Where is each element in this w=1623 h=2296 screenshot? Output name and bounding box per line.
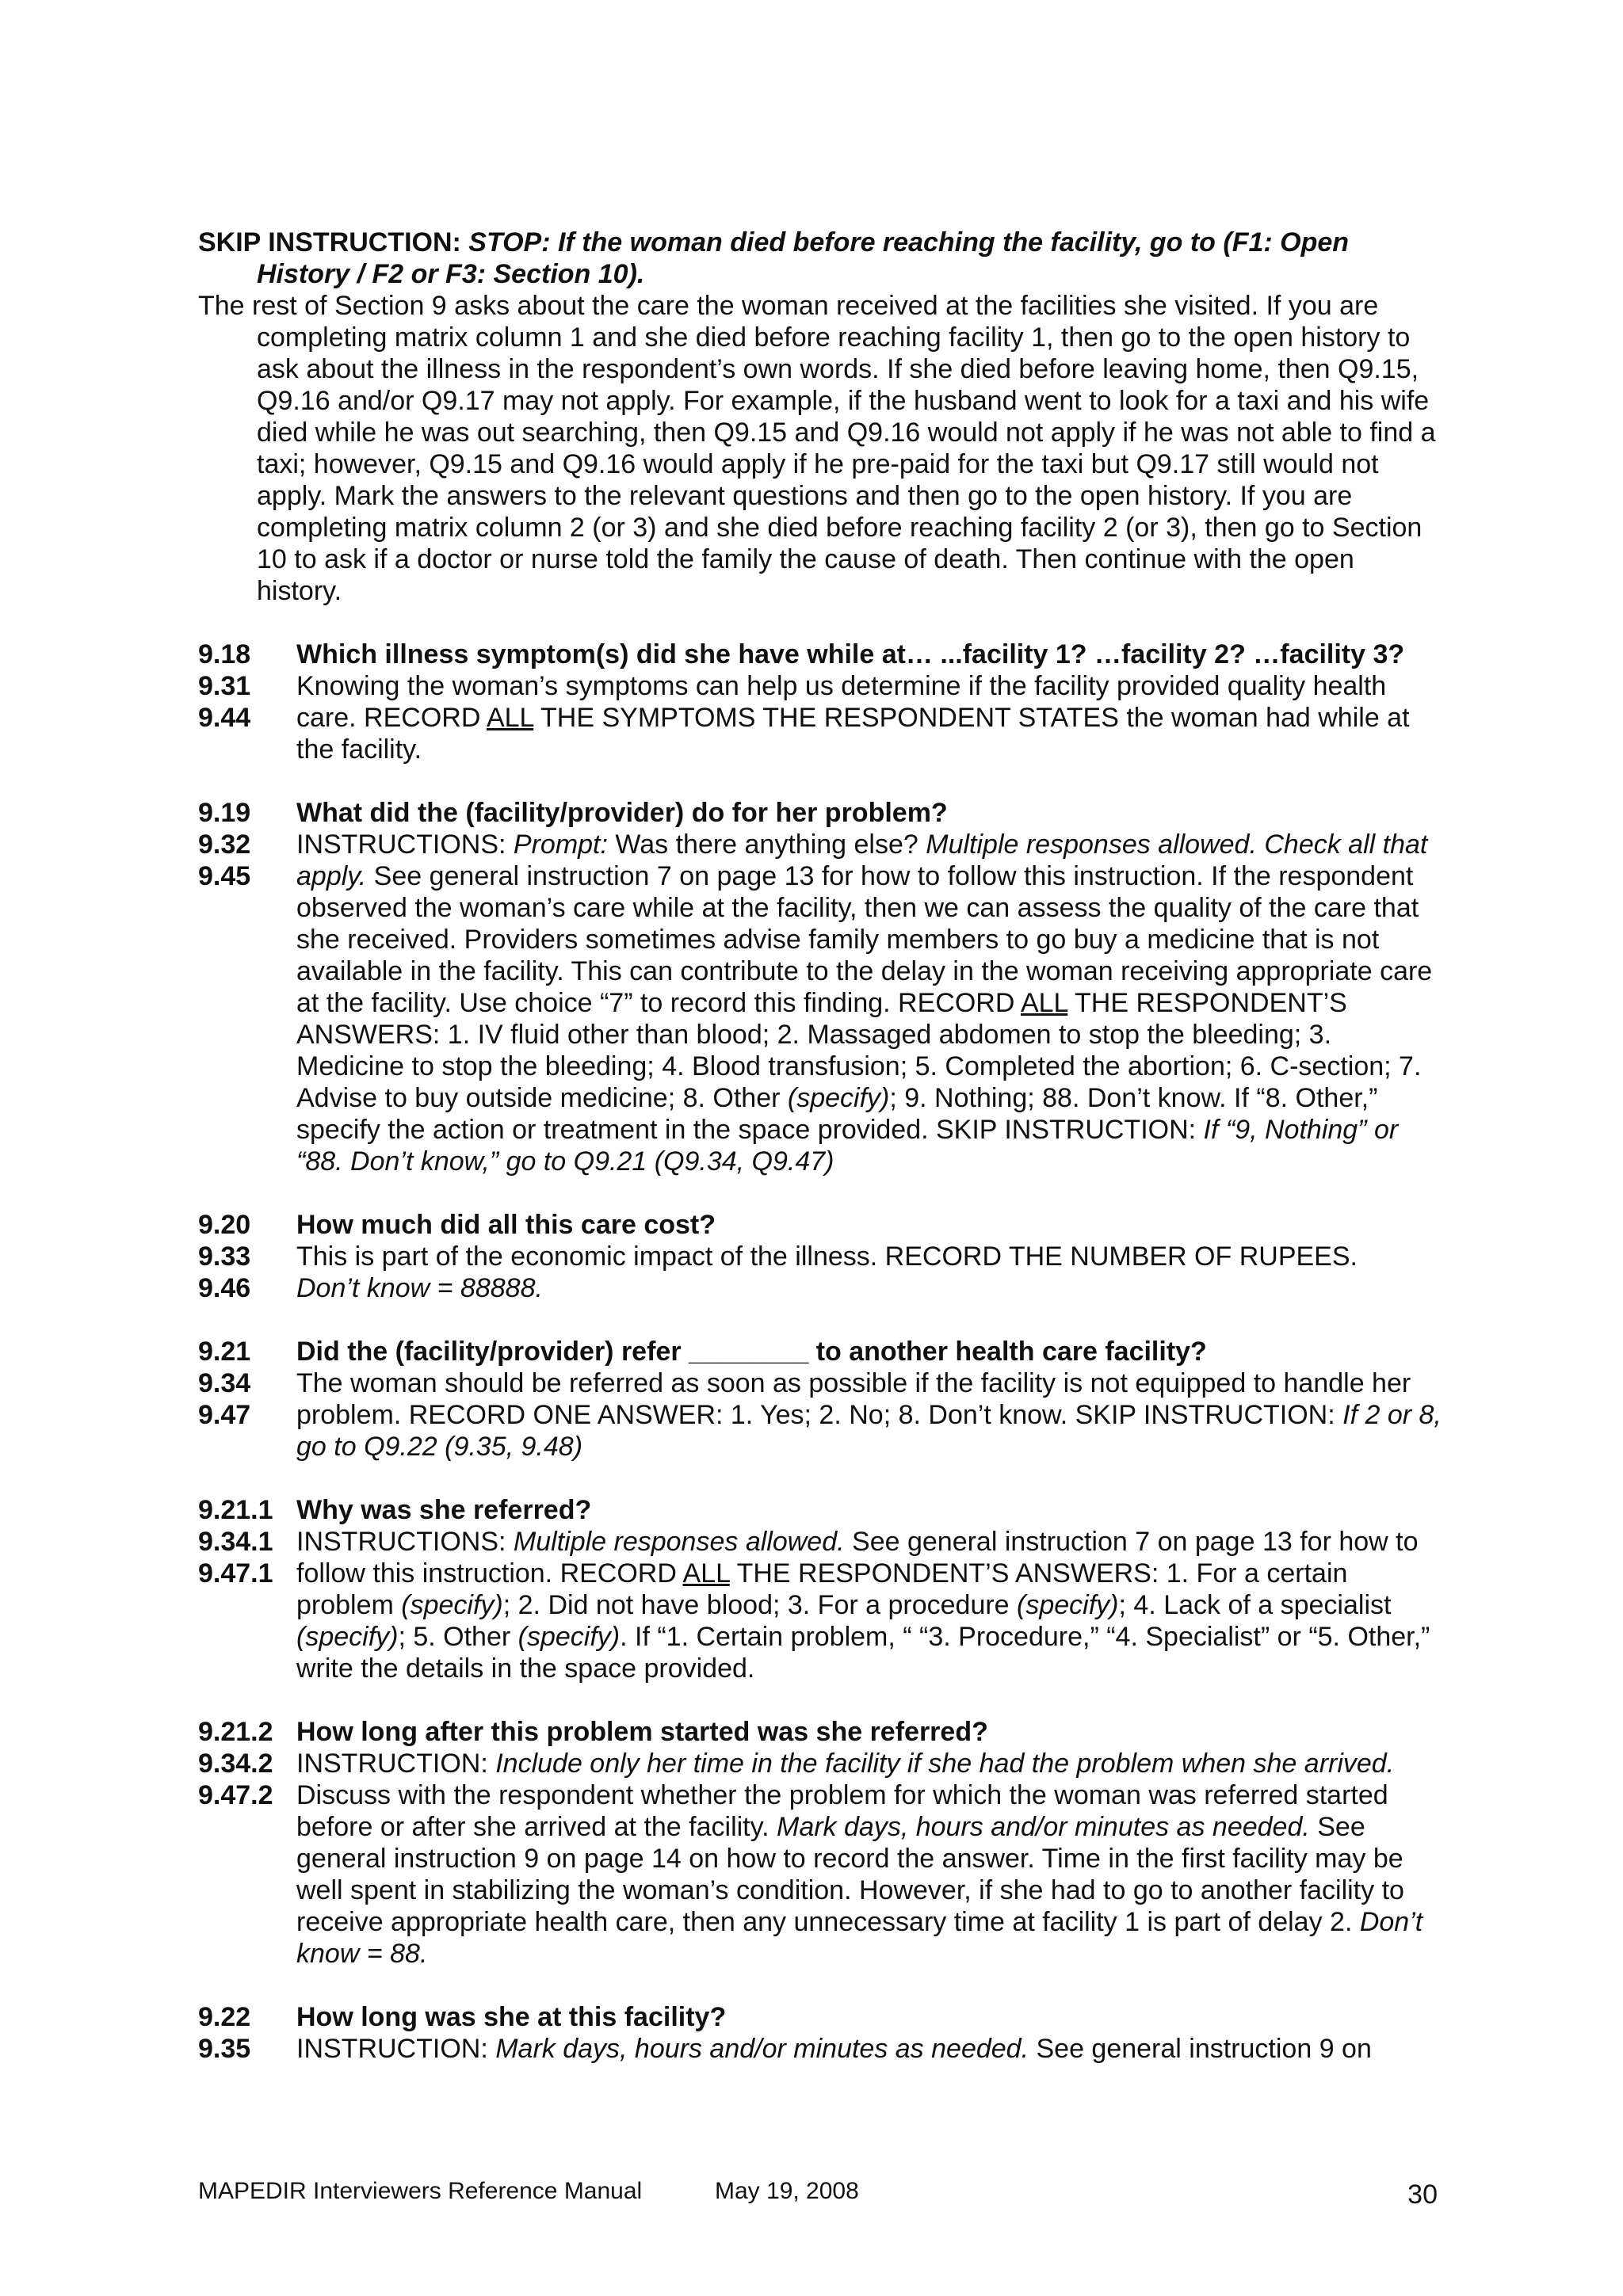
question-number: 9.34.1 <box>198 1527 273 1557</box>
footer-document-title: MAPEDIR Interviewers Reference Manual <box>198 2178 643 2204</box>
question-body <box>296 1716 1442 1970</box>
question-text: Why was she referred? <box>296 1495 592 1525</box>
question-number: 9.21.2 <box>198 1717 273 1747</box>
question-number: 9.21 <box>198 1337 251 1367</box>
question-number: 9.44 <box>198 703 251 733</box>
question-body <box>296 1209 1442 1304</box>
question-number: 9.34 <box>198 1368 251 1398</box>
question-guidance: INSTRUCTION: Mark days, hours and/or minutes as needed. See general instruction 9 on <box>296 2034 1372 2064</box>
question-text: How long was she at this facility? <box>296 2002 727 2032</box>
question-number: 9.18 <box>198 639 251 669</box>
question-numbers <box>198 639 296 765</box>
question-numbers <box>198 797 296 1177</box>
question-9-20 <box>198 1209 1442 1304</box>
question-numbers <box>198 1716 296 1970</box>
question-text: Did the (facility/provider) refer ________ to another health care facility? <box>296 1337 1207 1367</box>
question-body <box>296 1336 1442 1463</box>
question-text: How much did all this care cost? <box>296 1210 716 1240</box>
question-text: Which illness symptom(s) did she have while at… ...facility 1? …facility 2? …facility 3? <box>296 639 1405 669</box>
question-guidance: INSTRUCTION: Include only her time in the facility if she had the problem when she arrived. Discuss with the respondent whether the problem for which the woman was referred started before or after she arrived at the facility. Mark days, hours and/or minutes as needed. See general instruction 9 on page 14 on how to record the answer. Time in the first facility may be well spent in stabilizing the woman’s condition. However, if she had to go to another facility to receive appropriate health care, then any unnecessary time at facility 1 is part of delay 2. Don’t know = 88. <box>296 1749 1423 1969</box>
question-9-22 <box>198 2001 1442 2065</box>
question-number: 9.22 <box>198 2002 251 2032</box>
page-content <box>198 227 1442 2065</box>
skip-instruction <box>198 227 1442 290</box>
question-number: 9.45 <box>198 861 251 891</box>
skip-label: SKIP INSTRUCTION: <box>198 227 469 257</box>
question-number: 9.31 <box>198 671 251 701</box>
question-numbers <box>198 1494 296 1684</box>
question-guidance: INSTRUCTIONS: Multiple responses allowed. See general instruction 7 on page 13 for how to follow this instruction. RECORD ALL THE RESPONDENT’S ANSWERS: 1. For a certain problem (specify); 2. Did not have blood; 3. For a procedure (specify); 4. Lack of a specialist (specify); 5. Other (specify). If “1. Certain problem, “ “3. Procedure,” “4. Specialist” or “5. Other,” write the details in the space provided. <box>296 1527 1430 1684</box>
question-body <box>296 639 1442 765</box>
question-9-21-2 <box>198 1716 1442 1970</box>
question-number: 9.35 <box>198 2034 251 2064</box>
question-body <box>296 1494 1442 1684</box>
footer-date: May 19, 2008 <box>715 2178 859 2204</box>
question-number: 9.47.2 <box>198 1780 273 1810</box>
section-intro: The rest of Section 9 asks about the care the woman received at the facilities she visited. If you are completing matrix column 1 and she died before reaching facility 1, then go to the open history to ask about the illness in the respondent’s own words. If she died before leaving home, then Q9.15, Q9.16 and/or Q9.17 may not apply. For example, if the husband went to look for a taxi and his wife died while he was out searching, then Q9.15 and Q9.16 would not apply if he was not able to find a taxi; however, Q9.15 and Q9.16 would apply if he pre-paid for the taxi but Q9.17 still would not apply. Mark the answers to the relevant questions and then go to the open history. If you are completing matrix column 2 (or 3) and she died before reaching facility 2 (or 3), then go to Section 10 to ask if a doctor or nurse told the family the cause of death. Then continue with the open history. <box>198 291 1436 606</box>
question-text: How long after this problem started was she referred? <box>296 1717 988 1747</box>
question-dont-know: Don’t know = 88888. <box>296 1273 543 1303</box>
question-number: 9.46 <box>198 1273 251 1303</box>
question-9-21-1 <box>198 1494 1442 1684</box>
question-numbers <box>198 1209 296 1304</box>
question-9-18 <box>198 639 1442 765</box>
page-number: 30 <box>1407 2180 1438 2210</box>
question-number: 9.47 <box>198 1400 251 1430</box>
question-number: 9.33 <box>198 1241 251 1272</box>
question-body <box>296 2001 1442 2065</box>
question-guidance: Knowing the woman’s symptoms can help us determine if the facility provided quality health care. RECORD ALL THE SYMPTOMS THE RESPONDENT STATES the woman had while at the facility. <box>296 671 1410 765</box>
question-numbers <box>198 2001 296 2065</box>
question-guidance: This is part of the economic impact of the illness. RECORD THE NUMBER OF RUPEES. <box>296 1241 1358 1272</box>
question-guidance: INSTRUCTIONS: Prompt: Was there anything else? Multiple responses allowed. Check all that apply. See general instruction 7 on page 13 for how to follow this instruction. If the respondent observed the woman’s care while at the facility, then we can assess the quality of the care that she received. Providers sometimes advise family members to go buy a medicine that is not available in the facility. This can contribute to the delay in the woman receiving appropriate care at the facility. Use choice “7” to record this finding. RECORD ALL THE RESPONDENT’S ANSWERS: 1. IV fluid other than blood; 2. Massaged abdomen to stop the bleeding; 3. Medicine to stop the bleeding; 4. Blood transfusion; 5. Completed the abortion; 6. C-section; 7. Advise to buy outside medicine; 8. Other (specify); 9. Nothing; 88. Don’t know. If “8. Other,” specify the action or treatment in the space provided. SKIP INSTRUCTION: If “9, Nothing” or “88. Don’t know,” go to Q9.21 (Q9.34, Q9.47) <box>296 830 1433 1177</box>
question-number: 9.20 <box>198 1210 251 1240</box>
question-number: 9.21.1 <box>198 1495 273 1525</box>
question-numbers <box>198 1336 296 1463</box>
question-number: 9.34.2 <box>198 1749 273 1779</box>
question-number: 9.32 <box>198 830 251 860</box>
question-guidance: The woman should be referred as soon as possible if the facility is not equipped to handle her problem. RECORD ONE ANSWER: 1. Yes; 2. No; 8. Don’t know. SKIP INSTRUCTION: If 2 or 8, go to Q9.22 (9.35, 9.48) <box>296 1368 1442 1462</box>
question-number: 9.47.1 <box>198 1558 273 1589</box>
question-number: 9.19 <box>198 798 251 828</box>
question-body <box>296 797 1442 1177</box>
skip-text: STOP: If the woman died before reaching the facility, go to (F1: Open History / F2 or F3: Section 10). <box>257 227 1350 289</box>
question-9-19 <box>198 797 1442 1177</box>
question-text: What did the (facility/provider) do for her problem? <box>296 798 948 828</box>
question-9-21 <box>198 1336 1442 1463</box>
